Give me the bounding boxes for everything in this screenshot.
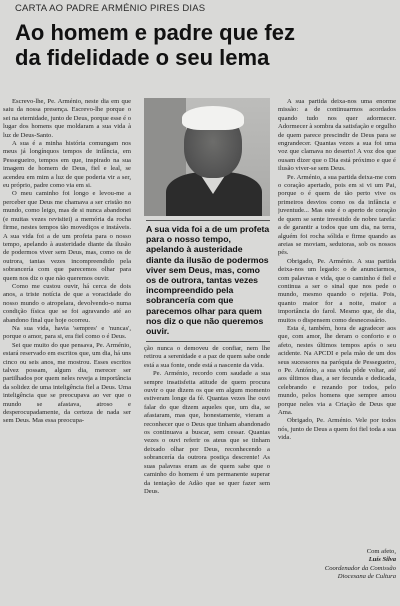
paragraph: Pe. Arménio, a sua partida deixa-me com o coração apertado, pois em si vi um Pai, porque o é quem de tão perto vive os primeiros desvios como os da infância e juventude... Mas este é o aperto de coração de quem se sente investido de nobre tarefa: a de garantir a todos que um dia, na terra, alguém foi rocha sólida e firme quando as areias se moviam, sedutoras, sob os nossos pés.	[278, 173, 396, 257]
paragraph: A sua partida deixa-nos uma enorme missão: a de continuarmos acordados quando tudo nos quer adormecer. Adormecer à sombra da satisfação e orgulho de quem parece prescindir de Deus para se engrandecer. Quantas vezes a sua foi uma voz que clamava no deserto! A voz dos que ousam dizer que o Dia está próximo e que é ilusão viver-se sem Deus.	[278, 98, 396, 173]
paragraph: Como me custou ouvir, há cerca de dois anos, a triste notícia de que a voracidade do nosso mundo o atropelara, devolvendo-o numa condição física que se foi agravando até ao abandono final que hoje ocorreu.	[3, 282, 131, 324]
signoff-name: Luís Silva	[368, 556, 396, 564]
signoff	[278, 548, 396, 582]
paragraph: Pe. Arménio, recordo com saudade a sua sempre insatisfeita atitude de quem procura ouvir o que dizem os que em algum momento estiveram longe da fé. Quantas vezes lhe ouvi falar do que dizem aqueles que, um dia, se afastaram, mas que, honestamente, vieram a reconhecer que o Deus que tinham abandonado os continuava a buscar, sem cessar. Quantas vezes o ouvi referir os ateus que se tinham deixado olhar por Deus, reconhecendo a sobrancería da outrora postiça descrente! As suas palavras eram as de quem sabe que o caminho do homem é um permanente superar da tentação de Adão que se quer fazer sem Deus.	[144, 370, 270, 495]
paragraph: Esta é, também, hora de agradecer aos que, com amor, lhe deram o conforto e o afeto, nestes últimos tempos após o seu acidente. Na APCDI e pela mão de um dos seus sucessores na paróquia de Pessegueiro, o Pe. António, a sua vida pôde voltar, até aos últimos dias, a ser fecunda e dedicada, celebrando e rezando por todos, pelo mundo, pelos homens que sempre amou porque neles via a Criação de Deus que Ama.	[278, 324, 396, 417]
signoff-closing: Com afeto,	[366, 548, 396, 555]
paragraph: Sei que muito do que pensava, Pe. Arménio, estará reservado em escritos que, um dia, há uns cinco ou seis anos, me mostrou. Esses escritos talvez possam, algum dia, merecer ser partilhados por quem neles reveja a importância da solidez de uma inteligência fiel a Deus. Uma inteligência que se preocupava ao ver que o mundo se afastava, atroso e desperocupadamente, da certeza de nada ser sem Deus. Mas essa preocupa-	[3, 341, 131, 425]
paragraph: Obrigado, Pe. Arménio. A sua partida deixa-nos um legado: o de anunciarmos, com palavras e vida, que o caminho é fiel e continua a ser o sinal que nos pede o mundo, mesmo quando o rejeita. Pois, quanto maior for a noite, maior a importância do farol. Mesmo que, de dia, muitos o dispensem como desnecessário.	[278, 257, 396, 324]
headline	[15, 20, 395, 70]
paragraph: Na sua vida, havia 'sempres' e 'nuncas', porque o amor, para si, era fiel como o é Deus.	[3, 324, 131, 341]
column-3	[278, 98, 396, 544]
paragraph: Escrevo-lhe, Pe. Arménio, neste dia em que saiu da nossa presença. Escrevo-lhe porque o sei na eternidade, junto de Deus, porque esse é o lugar dos homens que moldaram a sua vida à luz de Deus-Santo.	[3, 98, 131, 139]
column-2	[144, 345, 270, 603]
paragraph: O meu caminho foi longo e levou-me a perceber que Deus me chamava a ser cristão no mundo, como leigo, mas de si nunca abandonei (e muitas vezes revisitei) a memória da rocha firme, nestes tempos tão movediços e instáveis. A sua vida foi a de um profeta para o nosso tempo, apelando à austeridade diante da ilusão de podermos viver sem Deus, mas, como os de outrora, tantas vezes incompreendido pela sobrancería com que parecemos olhar para quem nos diz o que não queremos ouvir.	[3, 190, 131, 282]
section-kicker: CARTA AO PADRE ARMÉNIO PIRES DIAS	[15, 3, 206, 14]
paragraph: Obrigado, Pe. Arménio. Vele por todos nós, junto de Deus a quem foi fiel toda a sua vida.	[278, 417, 396, 442]
pull-quote-rule-top	[146, 220, 270, 221]
portrait-photo	[144, 98, 270, 216]
headline-line-2: da fidelidade o seu lema	[15, 45, 270, 70]
signoff-role-2: Diocesana de Cultura	[337, 573, 396, 581]
headline-line-1: Ao homem e padre que fez	[15, 20, 295, 45]
paragraph: A sua é a minha história comungam nos meus já longínquos tempos de infância, em Pessegueiro, tempos em que, inspirado na sua imagem de homem de Deus, fiel e leal, se acendeu em mim a luz de que poderia vir a ser, eu próprio, padre como via em si.	[3, 140, 131, 190]
column-1	[3, 98, 131, 603]
pull-quote-rule-bottom	[146, 341, 270, 342]
pull-quote: A sua vida foi a de um profeta para o nosso tempo, apelando à austeridade diante da ilusão de podermos viver sem Deus, mas, como os de outrora, tantas vezes incompreendido pela sobrancería com que parecemos olhar para quem nos diz o que não queremos ouvir.	[146, 224, 270, 337]
photo-figure-hair	[182, 106, 244, 130]
signoff-role-1: Coordenador da Comissão	[324, 564, 396, 572]
paragraph: ção nunca o demoveu de confiar, nem lhe retirou a serenidade e a paz de quem sabe onde está a sua fonte, onde está a nascente da vida.	[144, 345, 270, 369]
